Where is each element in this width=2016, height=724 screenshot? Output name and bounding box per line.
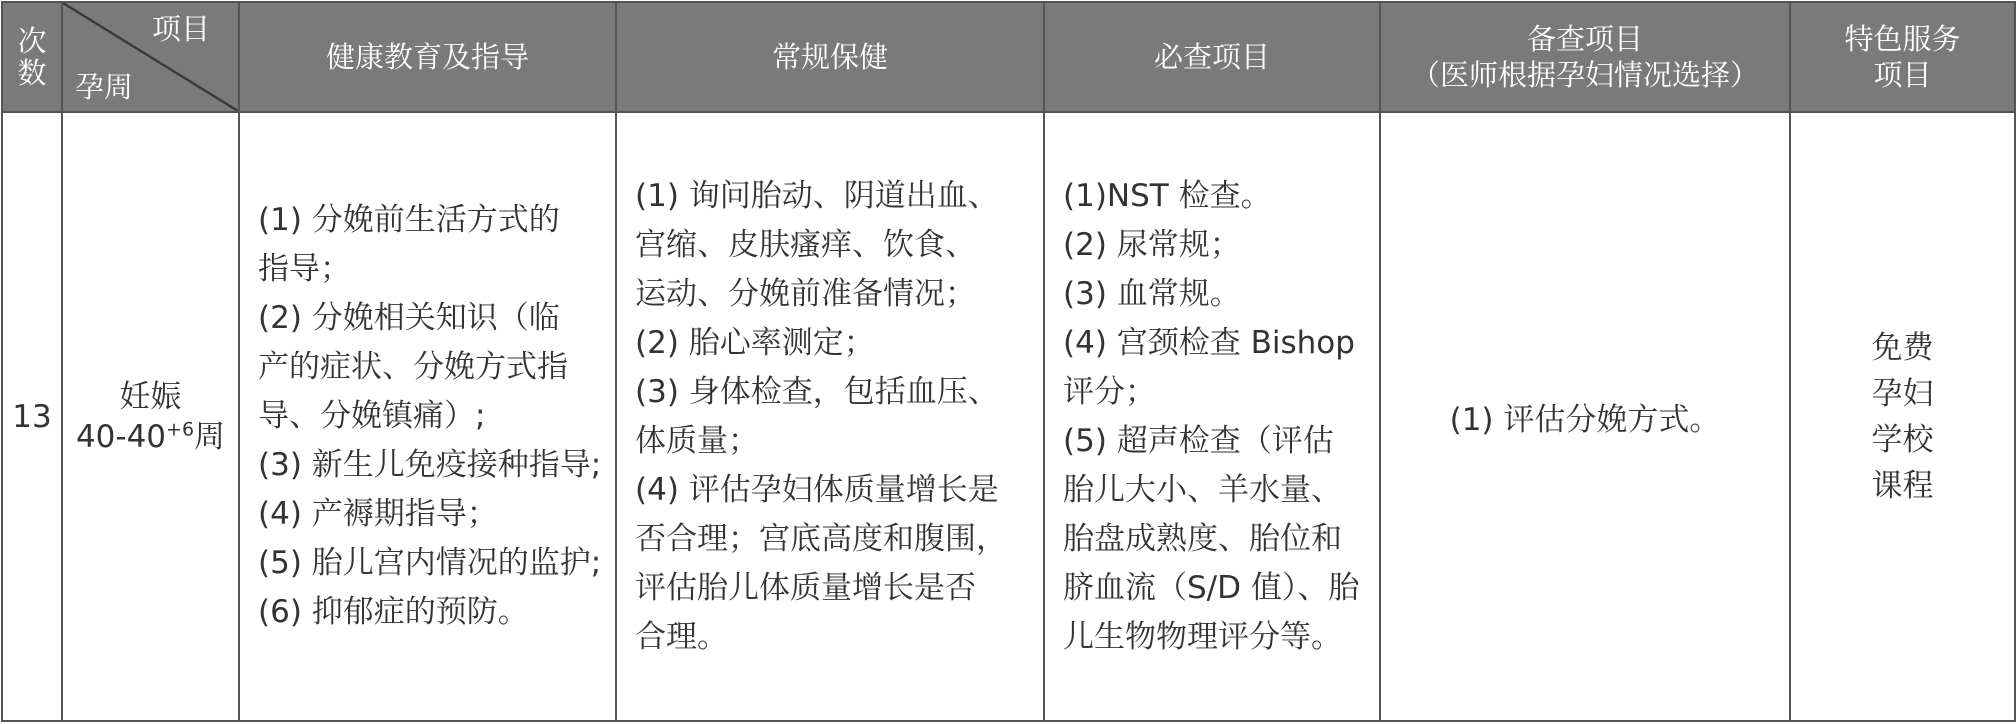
- routine-line: 体质量；: [635, 422, 759, 459]
- required-line: 胎儿大小、羊水量、: [1063, 471, 1342, 508]
- header-count-label: 次数: [17, 24, 47, 90]
- health-edu-line: (6) 抑郁症的预防。: [258, 594, 529, 630]
- header-health-education: 健康教育及指导: [239, 2, 616, 112]
- health-edu-line: 导、分娩镇痛）;: [258, 398, 486, 434]
- header-special-label: 特色服务项目: [1844, 22, 1961, 92]
- stage-label: 妊娠: [119, 378, 182, 415]
- routine-line: 评估胎儿体质量增长是否: [635, 569, 976, 606]
- routine-line: 否合理；宫底高度和腹围，: [635, 520, 1007, 557]
- special-line: 免费: [1871, 329, 1934, 366]
- routine-care-cell: [616, 112, 1044, 721]
- header-routine-care: 常规保健: [616, 2, 1044, 112]
- prenatal-care-table: [1, 1, 2016, 722]
- row-stage: [62, 112, 239, 721]
- special-services-cell: [1790, 112, 2015, 721]
- health-edu-line: 指导；: [258, 251, 351, 287]
- required-items-cell: [1044, 112, 1380, 721]
- health-education-cell: [239, 112, 616, 721]
- required-line: 脐血流（S/D 值）、胎: [1063, 569, 1360, 606]
- header-week-label: 孕周: [75, 70, 134, 104]
- header-count: [2, 2, 62, 112]
- table-row: [2, 112, 2015, 721]
- routine-line: (3) 身体检查，包括血压、: [635, 373, 999, 410]
- health-edu-line: 产的症状、分娩方式指: [258, 349, 568, 385]
- health-edu-line: (4) 产褥期指导；: [258, 496, 498, 532]
- stage-range: [63, 417, 238, 457]
- health-edu-line: (3) 新生儿免疫接种指导;: [258, 447, 602, 483]
- header-item-label: 项目: [151, 12, 210, 46]
- health-edu-line: (2) 分娩相关知识（临: [258, 300, 560, 336]
- special-line: 课程: [1871, 467, 1934, 504]
- routine-line: (4) 评估孕妇体质量增长是: [635, 471, 999, 508]
- header-diagonal-cell: [62, 2, 239, 112]
- row-count: 13: [2, 112, 62, 721]
- stage-range-unit: 周: [194, 418, 226, 455]
- optional-items-cell: (1) 评估分娩方式。: [1380, 112, 1790, 721]
- required-line: (1)NST 检查。: [1063, 177, 1272, 214]
- routine-line: (1) 询问胎动、阴道出血、: [635, 177, 999, 214]
- required-line: 评分；: [1063, 373, 1156, 410]
- header-optional-items: [1380, 2, 1790, 112]
- header-optional-title: 备查项目: [1526, 22, 1643, 56]
- required-line: (4) 宫颈检查 Bishop: [1063, 324, 1355, 361]
- special-line: 学校: [1871, 421, 1934, 458]
- routine-line: 合理。: [635, 618, 728, 655]
- stage-range-value: 40-40: [75, 418, 167, 455]
- health-edu-line: (1) 分娩前生活方式的: [258, 202, 560, 238]
- required-line: (2) 尿常规；: [1063, 226, 1241, 263]
- required-line: 胎盘成熟度、胎位和: [1063, 520, 1342, 557]
- header-row: [2, 2, 2015, 112]
- required-line: (5) 超声检查（评估: [1063, 422, 1334, 459]
- routine-line: 运动、分娩前准备情况；: [635, 275, 976, 312]
- required-line: (3) 血常规。: [1063, 275, 1241, 312]
- stage-range-sup: +6: [166, 418, 195, 441]
- header-required-items: 必查项目: [1044, 2, 1380, 112]
- header-optional-note: （医师根据孕妇情况选择）: [1410, 58, 1759, 92]
- routine-line: 宫缩、皮肤瘙痒、饮食、: [635, 226, 976, 263]
- header-special-services: [1790, 2, 2015, 112]
- health-edu-line: (5) 胎儿宫内情况的监护;: [258, 545, 602, 581]
- required-line: 儿生物物理评分等。: [1063, 618, 1342, 655]
- special-line: 孕妇: [1871, 375, 1934, 412]
- routine-line: (2) 胎心率测定；: [635, 324, 875, 361]
